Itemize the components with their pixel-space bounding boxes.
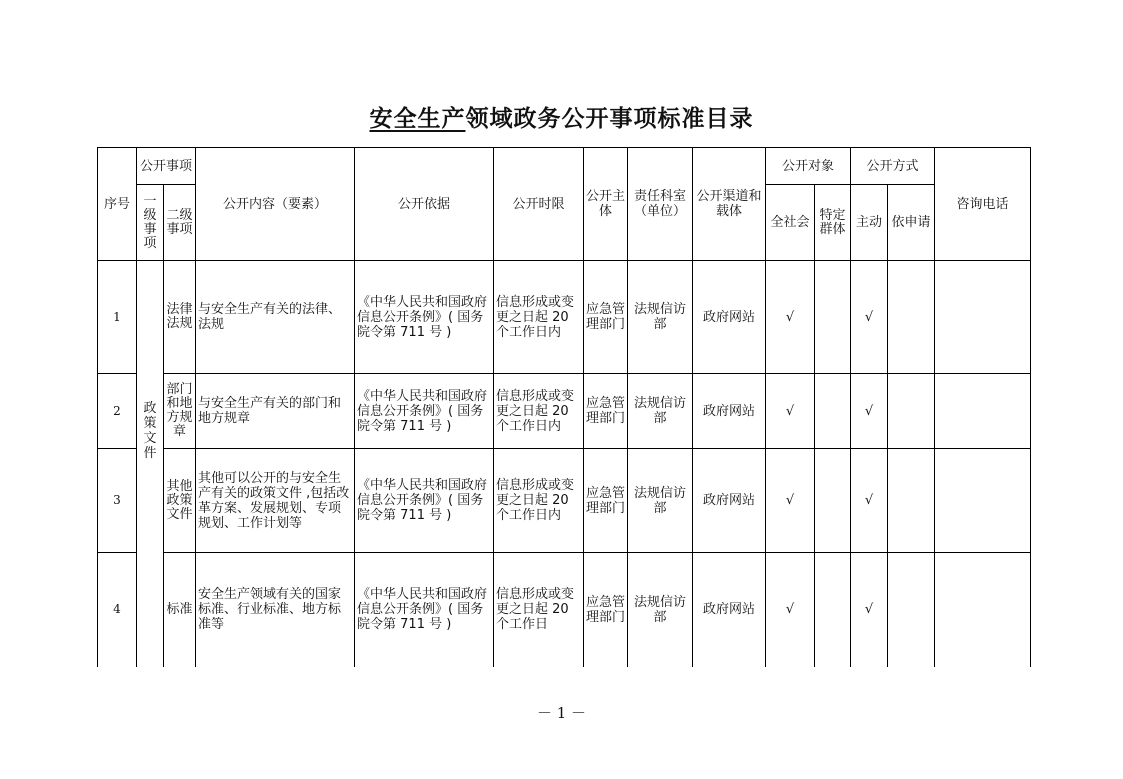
header-on-request: 依申请 (888, 185, 935, 261)
title-rest: 领域政务公开事项标准目录 (465, 105, 754, 132)
row-content: 安全生产领域有关的国家标准、行业标准、地方标准等 (196, 553, 355, 667)
row-active: √ (851, 553, 888, 667)
row-active: √ (851, 374, 888, 449)
row-whole-society: √ (766, 261, 815, 374)
row-whole-society: √ (766, 553, 815, 667)
table-row (98, 374, 1031, 449)
row-subject: 应急管理部门 (584, 449, 628, 553)
catalog-table (97, 147, 1031, 667)
row-basis: 《中华人民共和国政府信息公开条例》( 国务院令第 711 号 ) (355, 261, 494, 374)
header-dept: 责任科室（单位） (628, 148, 693, 261)
header-channel: 公开渠道和载体 (693, 148, 766, 261)
row-dept: 法规信访部 (628, 553, 693, 667)
row-phone (935, 261, 1031, 374)
header-method-group: 公开方式 (851, 148, 935, 185)
row-seq: 1 (98, 261, 137, 374)
row-subject: 应急管理部门 (584, 374, 628, 449)
row-active: √ (851, 261, 888, 374)
header-seq: 序号 (98, 148, 137, 261)
row-phone (935, 374, 1031, 449)
page-number: － 1 － (536, 704, 587, 722)
row-subject: 应急管理部门 (584, 553, 628, 667)
row-active: √ (851, 449, 888, 553)
row-seq: 4 (98, 553, 137, 667)
row-content: 与安全生产有关的部门和地方规章 (196, 374, 355, 449)
level1-item-cell: 政策文件 (137, 261, 164, 667)
header-time-limit: 公开时限 (494, 148, 584, 261)
header-subject: 公开主体 (584, 148, 628, 261)
header-row-1 (98, 148, 1031, 185)
row-on-request (888, 374, 935, 449)
row-level2: 法律法规 (164, 261, 196, 374)
row-time-limit: 信息形成或变更之日起 20 个工作日内 (494, 449, 584, 553)
header-active: 主动 (851, 185, 888, 261)
row-on-request (888, 449, 935, 553)
row-specific-group (815, 449, 851, 553)
header-whole-society: 全社会 (766, 185, 815, 261)
row-phone (935, 449, 1031, 553)
row-subject: 应急管理部门 (584, 261, 628, 374)
row-on-request (888, 553, 935, 667)
header-level1: 一级事项 (137, 185, 164, 261)
document-title (0, 100, 1123, 133)
row-whole-society: √ (766, 374, 815, 449)
row-content: 其他可以公开的与安全生产有关的政策文件 ,包括改革方案、发展规划、专项规划、工作计划等 (196, 449, 355, 553)
header-content: 公开内容（要素） (196, 148, 355, 261)
row-specific-group (815, 553, 851, 667)
row-channel: 政府网站 (693, 374, 766, 449)
row-dept: 法规信访部 (628, 261, 693, 374)
row-phone (935, 553, 1031, 667)
row-dept: 法规信访部 (628, 374, 693, 449)
row-time-limit: 信息形成或变更之日起 20 个工作日内 (494, 374, 584, 449)
row-content: 与安全生产有关的法律、法规 (196, 261, 355, 374)
row-seq: 2 (98, 374, 137, 449)
table-row (98, 449, 1031, 553)
row-dept: 法规信访部 (628, 449, 693, 553)
row-seq: 3 (98, 449, 137, 553)
title-underlined-part: 安全生产 (369, 105, 466, 132)
row-channel: 政府网站 (693, 261, 766, 374)
header-level2: 二级事项 (164, 185, 196, 261)
row-on-request (888, 261, 935, 374)
row-basis: 《中华人民共和国政府信息公开条例》( 国务院令第 711 号 ) (355, 553, 494, 667)
row-time-limit: 信息形成或变更之日起 20 个工作日内 (494, 261, 584, 374)
header-audience-group: 公开对象 (766, 148, 851, 185)
row-level2: 部门和地方规章 (164, 374, 196, 449)
table-row (98, 261, 1031, 374)
row-channel: 政府网站 (693, 449, 766, 553)
header-phone: 咨询电话 (935, 148, 1031, 261)
row-level2: 其他政策文件 (164, 449, 196, 553)
header-item-group: 公开事项 (137, 148, 196, 185)
header-basis: 公开依据 (355, 148, 494, 261)
row-basis: 《中华人民共和国政府信息公开条例》( 国务院令第 711 号 ) (355, 374, 494, 449)
header-specific-group: 特定群体 (815, 185, 851, 261)
row-basis: 《中华人民共和国政府信息公开条例》( 国务院令第 711 号 ) (355, 449, 494, 553)
row-specific-group (815, 261, 851, 374)
table-row (98, 553, 1031, 667)
row-whole-society: √ (766, 449, 815, 553)
row-channel: 政府网站 (693, 553, 766, 667)
row-time-limit: 信息形成或变更之日起 20 个工作日 (494, 553, 584, 667)
row-level2: 标准 (164, 553, 196, 667)
row-specific-group (815, 374, 851, 449)
